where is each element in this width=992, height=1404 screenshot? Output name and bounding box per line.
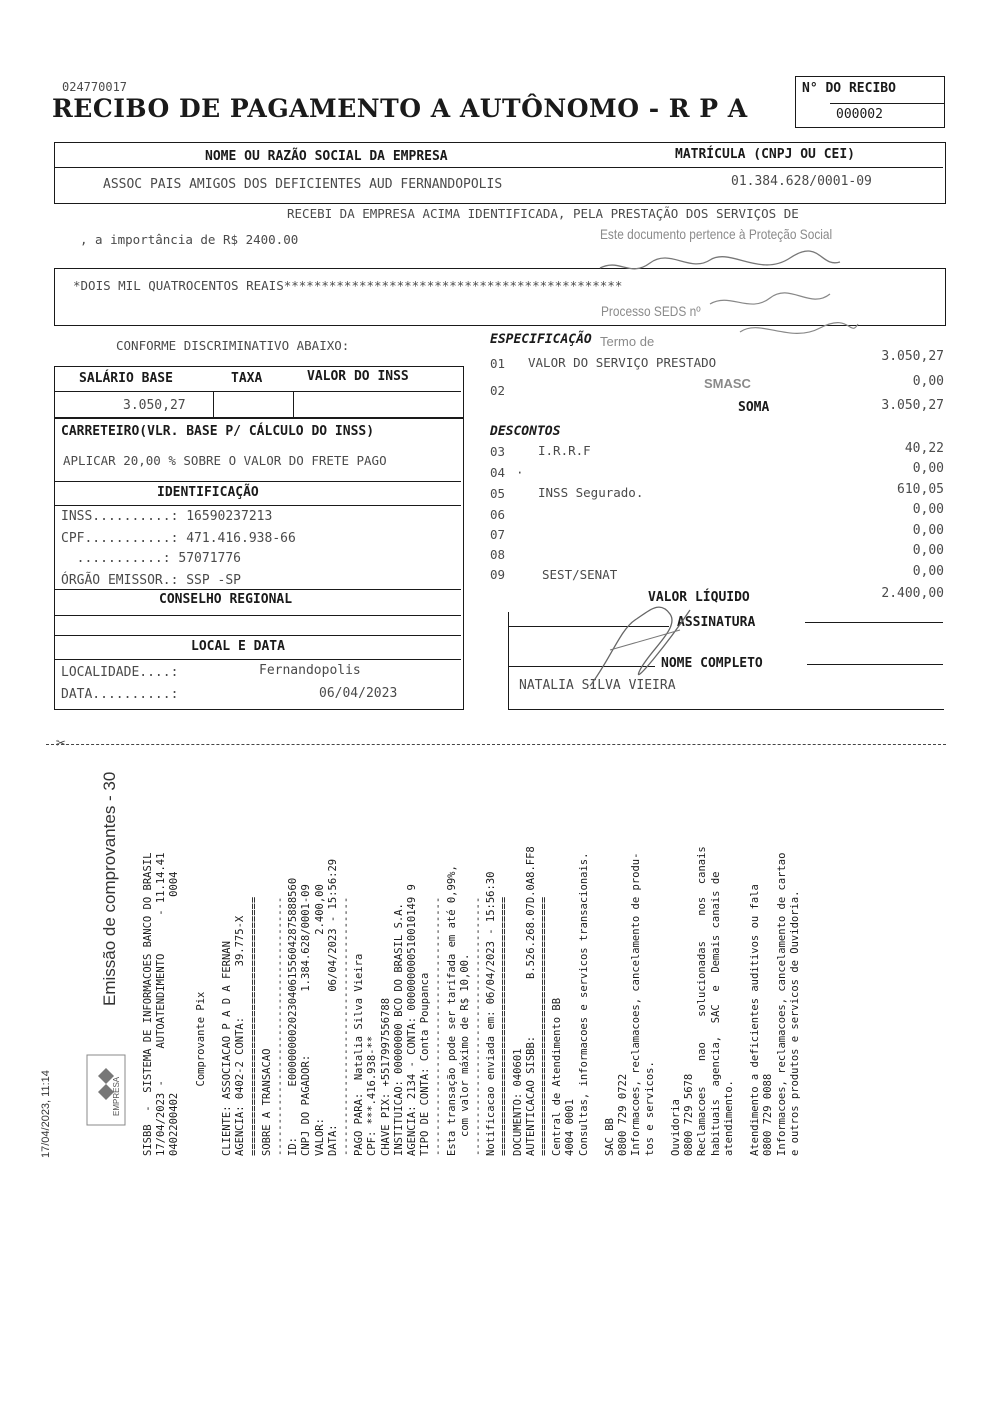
discount-value: 0,00 <box>912 502 944 517</box>
receipt-line: VALOR: 2.400,00 <box>313 884 326 1156</box>
receipt-line: ID: E00000000202304061556042875888560 <box>287 877 300 1156</box>
document-code: 024770017 <box>62 80 128 94</box>
issuer-id: ÓRGÃO EMISSOR.: SSP -SP <box>61 573 242 588</box>
receipt-line: 0800 729 0722 <box>617 1073 630 1156</box>
discount-description: SEST/SENAT <box>542 567 618 582</box>
carreteiro-label: CARRETEIRO(VLR. BASE P/ CÁLCULO DO INSS) <box>61 424 375 439</box>
receipt-line: ----------------------------------------- <box>274 896 286 1156</box>
receipt-line <box>208 846 221 1156</box>
discount-value: 610,05 <box>897 482 944 497</box>
cpf-id: CPF...........: 471.416.938-66 <box>61 531 296 546</box>
company-registration-label: MATRÍCULA (CNPJ OU CEI) <box>675 147 856 162</box>
company-name: ASSOC PAIS AMIGOS DOS DEFICIENTES AUD FERNANDOPOLIS <box>103 177 503 192</box>
signature-box <box>508 612 944 710</box>
receipt-line: com valor máximo de R$ 10,00. <box>458 953 471 1156</box>
receipt-line: ----------------------------------------- <box>432 896 445 1156</box>
discount-code: 07 <box>490 527 506 542</box>
discount-value: 0,00 <box>912 523 944 538</box>
company-cnpj: 01.384.628/0001-09 <box>731 174 872 189</box>
receipt-line: tos e servicos. <box>643 1061 656 1156</box>
inss-value-label: VALOR DO INSS <box>307 369 409 384</box>
locality-value: Fernandopolis <box>259 663 361 678</box>
item-description: VALOR DO SERVIÇO PRESTADO <box>528 355 717 370</box>
item-code: 02 <box>490 383 506 398</box>
receipt-line: ----------------------------------------- <box>340 896 353 1156</box>
date-value: 06/04/2023 <box>319 686 398 701</box>
net-value: 2.400,00 <box>881 586 944 601</box>
net-value-label: VALOR LÍQUIDO <box>648 590 750 605</box>
receipt-line <box>657 846 670 1156</box>
receipt-number: 000002 <box>836 107 883 122</box>
receipt-line: Ouvidoria <box>670 1099 683 1156</box>
bank-logo-text: EMPRESA <box>112 1076 121 1116</box>
discount-description: I.R.R.F <box>538 443 591 458</box>
protection-stamp: Este documento pertence à Proteção Social <box>600 226 833 242</box>
receipt-line: Reclamacoes nao solucionadas nos canais <box>696 846 709 1156</box>
salary-base-label: SALÁRIO BASE <box>79 371 173 386</box>
discount-code: 05 <box>490 486 506 501</box>
identification-box <box>54 418 464 710</box>
receipt-line: ========================================= <box>498 896 511 1156</box>
document-title: RECIBO DE PAGAMENTO A AUTÔNOMO - R P A <box>52 94 748 123</box>
receipt-line <box>182 846 195 1156</box>
salary-base-value: 3.050,27 <box>123 398 186 413</box>
receipt-line: SOBRE A TRANSACAO <box>260 1048 273 1156</box>
receipt-line: Comprovante Pix <box>194 991 207 1156</box>
receipt-line: habituais agencia, SAC e Demais canais de <box>709 871 722 1156</box>
receipt-line: SAC BB <box>604 1118 617 1156</box>
company-name-label: NOME OU RAZÃO SOCIAL DA EMPRESA <box>205 149 448 164</box>
company-box <box>54 142 946 204</box>
receipt-line: AGENCIA: 2134 - CONTA: 000000000510010149 9 <box>406 884 419 1156</box>
full-name: NATALIA SILVA VIEIRA <box>519 678 676 693</box>
rate-label: TAXA <box>231 371 263 386</box>
receipt-line <box>591 846 604 1156</box>
term-stamp: Termo de <box>600 334 655 349</box>
receipt-line: TIPO DE CONTA: Conta Poupanca <box>419 972 432 1156</box>
discounts-label: DESCONTOS <box>490 424 561 439</box>
receipt-line: Atendimento a deficientes auditivos ou fala <box>749 884 762 1156</box>
receipt-number-label: N° DO RECIBO <box>802 81 896 96</box>
receipt-line: ========================================= <box>247 896 260 1156</box>
discount-value: 0,00 <box>912 543 944 558</box>
salary-table <box>54 366 464 418</box>
receipt-line: CLIENTE: ASSOCIACAO P A D A FERNAN <box>221 941 234 1156</box>
receipt-line: Consultas, informacoes e servicos transacionais. <box>577 852 590 1156</box>
discount-value: 0,00 <box>912 461 944 476</box>
process-stamp: Processo SEDS nº <box>601 303 701 319</box>
receipt-line: 0402200402 0004 <box>168 871 181 1156</box>
date-label: DATA..........: <box>61 687 179 702</box>
receipt-line: 4004 0001 <box>564 1099 577 1156</box>
receipt-line: 0800 729 5678 <box>683 1073 696 1156</box>
print-timestamp: 17/04/2023, 11:14 <box>40 1070 52 1158</box>
regional-council-label: CONSELHO REGIONAL <box>159 592 293 607</box>
receipt-line: CHAVE PIX: +5517997556788 <box>379 997 392 1156</box>
receipt-line: Informacoes, reclamacoes, cancelamento de cartao <box>775 852 788 1156</box>
receipt-header-title: Emissão de comprovantes - 30 <box>100 771 119 1006</box>
identification-label: IDENTIFICAÇÃO <box>157 485 259 500</box>
receipt-line: PAGO PARA: Natalia Silva Vieira <box>353 953 366 1156</box>
received-text-line2: , a importância de R$ 2400.00 <box>80 232 299 247</box>
apply-rate-text: APLICAR 20,00 % SOBRE O VALOR DO FRETE PAGO <box>63 453 387 468</box>
receipt-line: Informacoes, reclamacoes, cancelamento de produ- <box>630 852 643 1156</box>
receipt-line: CPF: ***.416.938-** <box>366 1035 379 1156</box>
discount-code: 03 <box>490 444 506 459</box>
smasc-stamp: SMASC <box>704 376 751 391</box>
receipt-line <box>736 846 749 1156</box>
inss-id: INSS..........: 16590237213 <box>61 509 273 524</box>
receipt-line: Esta transação pode ser tarifada em até 0,99%, <box>445 865 458 1156</box>
receipt-line: Notificacao enviada em: 06/04/2023 - 15:56:30 <box>485 871 498 1156</box>
receipt-line: SISBB - SISTEMA DE INFORMACOES BANCO DO BRASIL <box>142 852 154 1156</box>
item-value: 3.050,27 <box>881 349 944 364</box>
receipt-line: DOCUMENTO: 040601 <box>511 1048 524 1156</box>
discount-value: 40,22 <box>904 441 944 456</box>
receipt-line: INSTITUICAO: 00000000 BCO DO BRASIL S.A. <box>392 903 405 1156</box>
scissors-icon: ✂ <box>56 733 66 752</box>
place-date-label: LOCAL E DATA <box>191 639 285 654</box>
discount-code: 08 <box>490 547 506 562</box>
receipt-body <box>142 846 802 1156</box>
receipt-line: 0800 729 0088 <box>762 1073 775 1156</box>
received-text-line1: RECEBI DA EMPRESA ACIMA IDENTIFICADA, PELA PRESTAÇÃO DOS SERVIÇOS DE <box>287 206 799 221</box>
receipt-line: Central de Atendimento BB <box>551 997 564 1156</box>
receipt-line: 17/04/2023 - AUTOATENDIMENTO - 11.14.41 <box>155 852 168 1156</box>
receipt-line: atendimento. <box>722 1080 735 1156</box>
receipt-line: ----------------------------------------- <box>472 896 485 1156</box>
receipt-line: e outros produtos e servicos de Ouvidoria. <box>788 890 801 1156</box>
breakdown-caption: CONFORME DISCRIMINATIVO ABAIXO: <box>116 338 350 353</box>
discount-description: INSS Segurado. <box>538 485 644 500</box>
receipt-number-box <box>795 76 945 128</box>
receipt-line: DATA: 06/04/2023 - 15:56:29 <box>326 858 339 1156</box>
discount-description: · <box>516 465 524 480</box>
item-value: 0,00 <box>912 374 944 389</box>
discount-code: 04 <box>490 465 506 480</box>
locality-label: LOCALIDADE....: <box>61 665 179 680</box>
receipt-line: AUTENTICACAO SISBB: B.526.268.07D.0A8.FF8 <box>524 846 537 1156</box>
sum-value: 3.050,27 <box>881 398 944 413</box>
receipt-line: CNPJ DO PAGADOR: 1.384.628/0001-09 <box>300 884 313 1156</box>
amount-in-words: *DOIS MIL QUATROCENTOS REAIS********************************************* <box>73 278 623 293</box>
rg-id: ...........: 57071776 <box>61 551 242 566</box>
item-code: 01 <box>490 356 506 371</box>
specification-label: ESPECIFICAÇÃO <box>490 332 592 347</box>
receipt-line: AGENCIA: 0402-2 CONTA: 39.775-X <box>234 915 247 1156</box>
discount-value: 0,00 <box>912 564 944 579</box>
receipt-line: ========================================= <box>538 896 551 1156</box>
full-name-label: NOME COMPLETO <box>661 656 763 671</box>
sum-label: SOMA <box>738 400 770 415</box>
discount-code: 06 <box>490 507 506 522</box>
signature-scribble <box>580 590 700 700</box>
signature-label: ASSINATURA <box>677 615 756 630</box>
discount-code: 09 <box>490 567 506 582</box>
